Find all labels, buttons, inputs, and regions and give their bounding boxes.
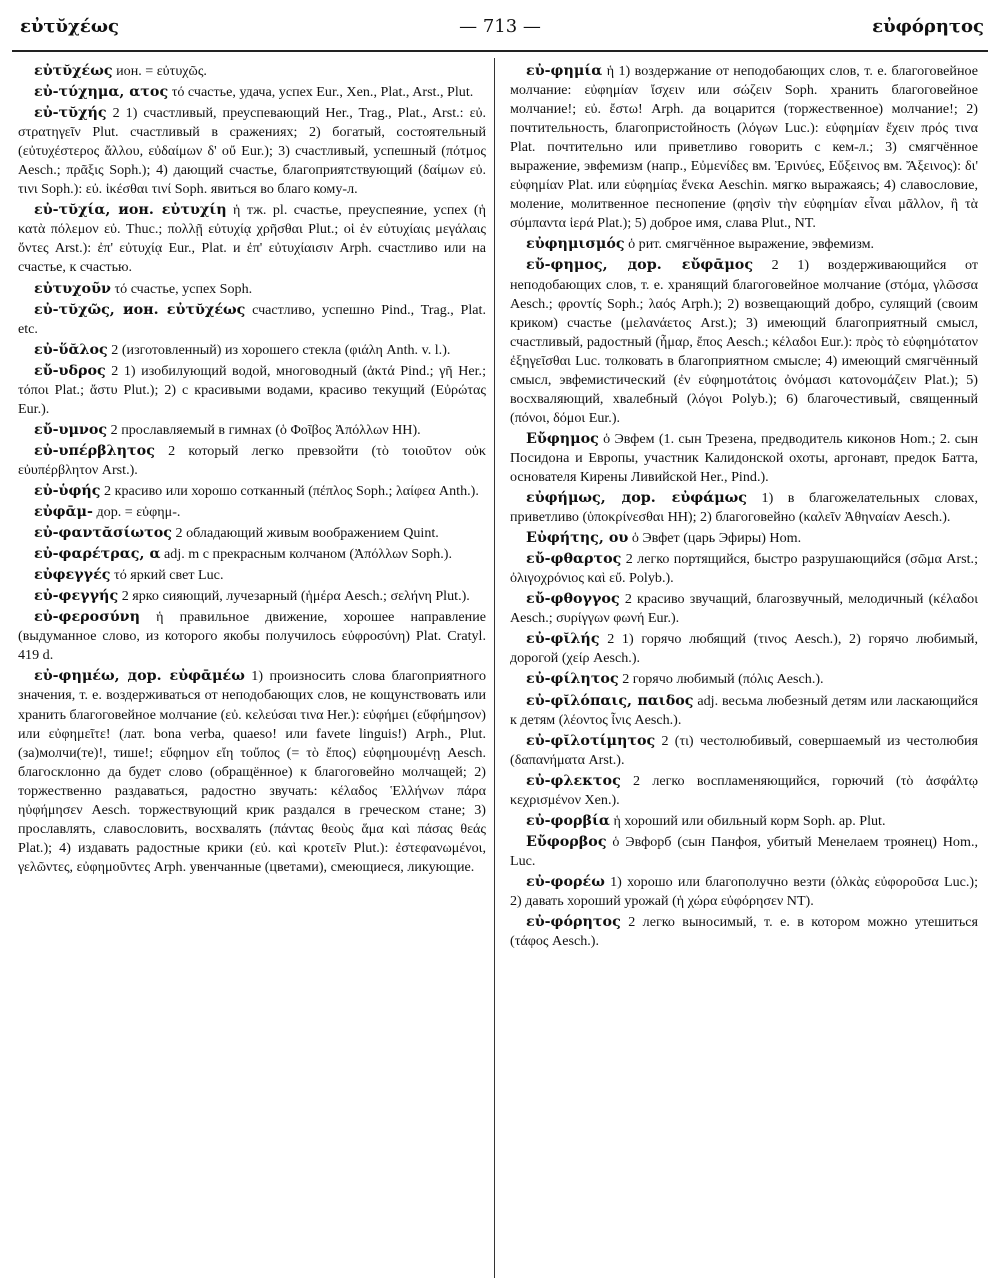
dictionary-entry [510,489,978,527]
dictionary-entry [510,732,978,770]
dictionary-entry [18,280,486,299]
entry-definition: ὁ Эвфет (царь Эфиры) Hom. [631,530,802,547]
entry-headword: εὐ-ὕᾰλος [34,341,108,358]
entry-definition: 2 ярко сияющий, лучезарный (ἡμέρα Aesch.; σελήνη Plut.). [121,588,470,605]
dictionary-entry [18,587,486,606]
entry-headword: Εὐφήτης, ου [526,530,629,547]
dictionary-entry [510,772,978,810]
entry-headword: εὔ-υδρος [34,362,106,379]
dictionary-entry [510,430,978,487]
entry-headword: εὐ-φλεκτος [526,772,621,789]
entry-headword: εὐ-φημία [526,63,603,79]
entry-definition: 2 красиво звучащий, благозвучный, мелодичный (κέλαδοι Aesch.; συρίγγων φωνή Eur.). [510,591,978,627]
entry-headword: εὐ-φεροσύνη [34,609,140,626]
entry-definition: 2 1) горячо любящий (τινος Aesch.), 2) горячо любимый, дорогой (χείρ Aesch.). [510,631,978,667]
dictionary-entry [18,341,486,360]
entry-definition: счастливо, успешно Pind., Trag., Plat. etc. [18,301,486,337]
entry-headword: εὐ-φεγγής [34,588,119,605]
dictionary-entry [510,692,978,730]
entry-definition: 2 легко выносимый, т. е. в котором можно утешиться (τάφος Aesch.). [510,914,978,950]
dictionary-entry [18,442,486,480]
dictionary-entry [18,62,486,81]
entry-definition: τό счастье, удача, успех Eur., Xen., Plat., Arst., Plut. [171,84,474,101]
entry-definition: adj. весьма любезный детям или ласкающийся к детям (λέοντος ἶνις Aesch.). [510,692,978,728]
page-header [12,10,988,46]
left-column [18,62,486,1274]
dictionary-entry [510,873,978,911]
entry-headword: εὐ-φίλητος [526,671,619,688]
entry-definition: ἡ хороший или обильный корм Soph. ap. Plut. [613,812,886,829]
entry-headword: εὐ-φῐλής [526,631,600,648]
entry-headword: εὐ-τῠχία, ион. εὐτυχίη [34,202,227,219]
dictionary-entry [18,503,486,522]
entry-headword: εὐ-τῠχής [34,105,107,122]
entry-definition: 1) хорошо или благополучно везти (ὁλκὰς εὐφοροῦσα Luc.); 2) давать хороший урожай (ἡ χώρα εὐφόρησεν NT). [510,873,978,909]
entry-headword: εὔ-υμνος [34,421,108,438]
dictionary-entry [18,524,486,543]
dictionary-entry [510,529,978,548]
entry-definition: 2 обладающий живым воображением Quint. [175,525,439,542]
entry-headword: εὐτυχοῦν [34,280,111,297]
dictionary-entry [18,104,486,199]
dictionary-entry [510,833,978,871]
entry-definition: дор. = εὐφημ-. [96,504,181,521]
entry-definition: ἡ тж. pl. счастье, преуспеяние, успех (ἡ κατὰ πόλεμον εὐ. Thuc.; πολλῇ εὐτυχίᾳ χρῆσθαι Plut.; οἱ ἐν εὐτυχίαις μεγάλαις ὄντες Arst.): ἐπ' εὐτυχίᾳ Eur., Plat. и ἐπ' εὐτυχίαισιν Arph. счастливо или на счастье, к счастью. [18,202,486,276]
entry-headword: εὔ-φθαρτος [526,551,622,568]
entry-headword: Εὔφημος [526,430,599,447]
entry-headword: εὐφεγγές [34,567,111,584]
entry-definition: 2 1) счастливый, преуспевающий Her., Trag., Plat., Arst.: εὐ. στρατηγεῖν Plut. счастливый в сражениях; 2) богатый, состоятельный (εὐτυχέστερος ἄλλου, εὐδαίμων δ' οὔ Eur.); 3) счастливый, успешный (πότμος Aesch.; πρᾶξις Soph.); 4) дающий счастье, благоприятствующий (δαίμων εὐ. τινι Soph.): εὐ. ἱκέσθαι τινί Soph. явиться во благо кому-л. [18,105,486,198]
column-divider [494,58,495,1278]
entry-headword: εὐφήμως, дор. εὐφάμως [526,490,748,507]
dictionary-entry [510,62,978,233]
entry-headword: εὔ-φημος, дор. εὔφᾱμος [526,257,754,274]
entry-headword: εὐ-τῠχῶς, ион. εὐτῠχέως [34,301,246,318]
dictionary-entry [510,256,978,427]
dictionary-entry [18,667,486,877]
entry-definition: τό яркий свет Luc. [114,567,224,584]
entry-headword: εὐ-φαρέτρας, α [34,546,161,563]
entry-definition: 2 легко портящийся, быстро разрушающийся (σῶμα Arst.; ὀλιγοχρόνιος καὶ εὔ. Polyb.). [510,551,978,587]
entry-headword: εὐ-φῐλόπαις, παιδος [526,692,694,709]
entry-definition: 2 прославляемый в гимнах (ὁ Φοῖβος Ἀπόλλων HH). [110,421,421,438]
header-last-word: εὐφόρητος [872,16,984,37]
entry-definition: 2 горячо любимый (πόλις Aesch.). [622,671,824,688]
entry-definition: 2 1) изобилующий водой, многоводный (ἀκτά Pind.; γῆ Her.; τόποι Plat.; ἄστυ Plut.); 2) с красивыми водами, красиво текущий (Εὐρώτας Eur.). [18,362,486,417]
entry-definition: τό счастье, успех Soph. [114,280,253,297]
entry-definition: adj. m с прекрасным колчаном (Ἀπόλλων Soph.). [164,546,452,563]
entry-headword: εὐφᾱμ- [34,504,93,521]
right-column [510,62,978,1274]
entry-definition: ὁ рит. смягчённое выражение, эвфемизм. [628,236,875,253]
dictionary-entry [510,913,978,951]
entry-definition: ὁ Эвфем (1. сын Трезена, предводитель киконов Hom.; 2. сын Посидона и Европы, участник Калидонской охоты, аргонавт, предок Батта, основателя Кирены Ливийской Her., Pind.). [510,430,978,485]
entry-definition: 2 который легко превзойти (τὸ τοιοῦτον οὐκ εὐυπέρβλητον Arst.). [18,442,486,478]
entry-headword: Εὔφορβος [526,833,607,850]
entry-headword: εὐ-φαντᾰσίωτος [34,525,172,542]
entry-definition: 2 (изготовленный) из хорошего стекла (φιάλη Anth. v. l.). [111,341,451,358]
entry-headword: εὐτῠχέως [34,63,113,79]
dictionary-entry [18,201,486,277]
entry-headword: εὐ-φορβία [526,812,610,829]
entry-definition: ὁ Эвфорб (сын Панфоя, убитый Менелаем троянец) Hom., Luc. [510,833,978,869]
dictionary-entry [510,235,978,254]
dictionary-entry [18,482,486,501]
dictionary-entry [18,566,486,585]
entry-headword: εὐ-τύχημα, ατος [34,84,169,101]
entry-definition: ἡ 1) воздержание от неподобающих слов, т. е. благоговейное молчание: εὐφημίαν ἴσχειν или σώζειν Soph. хранить благоговейное молчание!; εὐ. ἔστω! Arph. да воцарится (торжественное) молчание!; 2) почтительность, благопристойность (λόγων Luc.): εὐφημίαν ἔχειν πρός τινα Plat. почтительно или приветливо говорить с кем-л.; 3) смягчённое выражение, эвфемизм (напр., Εὐμενίδες вм. Ἐρινύες, Εὔξεινος вм. Ἄξεινος): δι' εὐφημίαν Plat. или εὐφημίας ἕνεκα Aeschin. мягко выражаясь; 4) славословие, моление, молитвенное песнопение (φησὶν τὴν εὐφημίαν εἶναι μᾶλλον, ἢ τὰ σύμπαντα ἱερά Plat.); 5) доброе имя, слава Plut., NT. [510,63,978,232]
entry-headword: εὐφημισμός [526,236,625,253]
page-number: — 713 — [459,16,541,37]
entry-headword: εὐ-ὑφής [34,482,101,499]
entry-definition: ион. = εὐτυχῶς. [116,63,207,79]
dictionary-entry [18,362,486,419]
dictionary-entry [18,83,486,102]
dictionary-entry [18,301,486,339]
entry-definition: 2 1) воздерживающийся от неподобающих слов, т. е. хранящий благоговейное молчание (στόμα, γλῶσσα Aesch.; φροντίς Soph.; λαός Arph.); 2) возвещающий добро, сулящий (своим криком) счастье (μελανάετος Arst.); 3) имеющий благоприятный смысл, счастливый, радостный (ἦμαρ, ἔπος Aesch.; κέλαδοι Eur.): πρὸς τὸ εὐφημότατον ἐξηγεῖσθαι Luc. толковать в благоприятном смысле; 4) имеющий смягчённый смысл, эвфемистический (ἐν εὐφημοτάτοις ὀνόμασι κατονομάζειν Plat.); 5) восхваляющий, хвалебный (λόγοι Polyb.); 6) благочестивый, священный (πόνοι, δόμοι Eur.). [510,257,978,426]
entry-definition: ἡ правильное движение, хорошее направление (выдуманное слово, из которого якобы получилось εὐφροσύνη) Plat. Cratyl. 419 d. [18,609,486,664]
dictionary-entry [510,670,978,689]
header-rule [12,50,988,52]
dictionary-entry [18,608,486,665]
entry-headword: εὔ-φθογγος [526,591,620,608]
dictionary-entry [510,590,978,628]
entry-headword: εὐ-φῐλοτίμητος [526,732,656,749]
entry-definition: 1) в благожелательных словах, приветливо (ὑποκρίνεσθαι HH); 2) благоговейно (καλεῖν Ἀθηναίαν Aesch.). [510,490,978,526]
entry-definition: 1) произносить слова благоприятного значения, т. е. воздерживаться от неподобающих слов, не кощунствовать или хранить благоговейное молчание (εὐ. κελεύσαι τινα Her.): εὐφήμει (εὔφήμησον) или εὐφημεῖτε! (лат. bona verba, quaeso! или favete linguis!) Arph., Plut. (за)молчи(те)!, тише!; εὔφημον εἴη τοὔπος (= τὸ ἔπος) εὐφημουμένῃ Aesch. благосклонно да будет слово (обращённое) к благоговейно молчащей; 2) торжественно раздаваться, радостно звучать: κέλαδος Ἑλλήνων πάρα ηὐφήμησεν Aesch. торжествующий крик раздался в греческом стане; 3) прославлять, славословить, восхвалять (πάντας θεοὺς ἅμα καὶ πάσας θεάς Plat.); 4) издавать радостные крики (εὐ. καὶ κροτεῖν Plut.): ἐστεφανωμένοι, γελῶντες, εὐφημοῦντες Arph. увенчанные (цветами), смеющиеся, ликующие. [18,668,486,875]
entry-definition: 2 красиво или хорошо сотканный (πέπλος Soph.; λαίφεα Anth.). [104,482,479,499]
dictionary-entry [18,421,486,440]
entry-definition: 2 легко воспламеняющийся, горючий (τὸ ἀσφάλτῳ κεχρισμένον Xen.). [510,772,978,808]
entry-definition: 2 (τι) честолюбивый, совершаемый из честолюбия (δαπανήματα Arst.). [510,732,978,768]
entry-headword: εὐ-φορέω [526,873,605,890]
entry-headword: εὐ-φόρητος [526,914,621,931]
dictionary-entry [18,545,486,564]
dictionary-entry [510,550,978,588]
entry-headword: εὐ-υπέρβλητος [34,442,155,459]
header-first-word: εὐτῠχέως [20,16,119,37]
dictionary-entry [510,630,978,668]
dictionary-entry [510,812,978,831]
entry-headword: εὐ-φημέω, дор. εὐφᾱμέω [34,668,245,685]
